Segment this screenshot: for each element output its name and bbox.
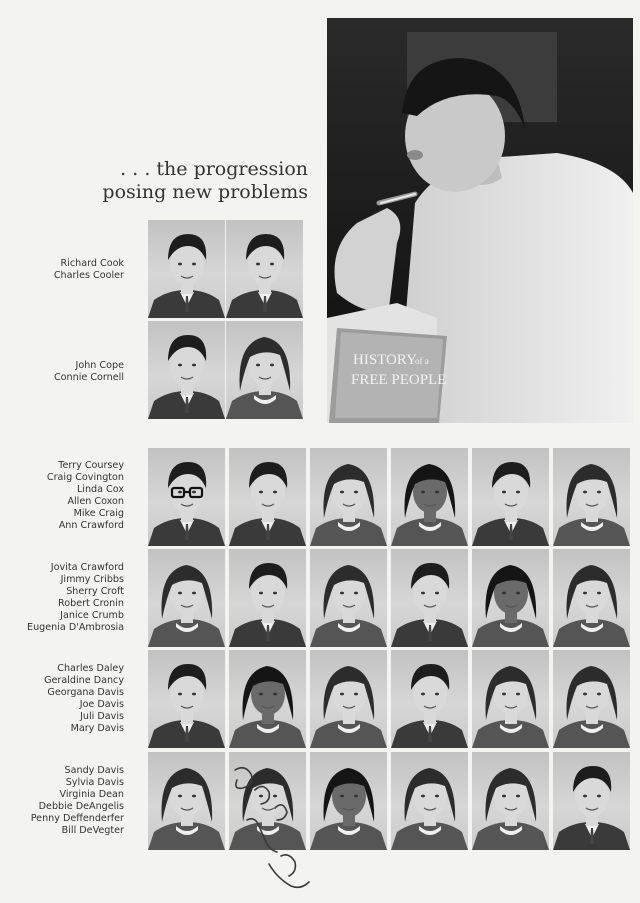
student-name: Eugenia D'Ambrosia: [27, 622, 124, 633]
feature-photo: [327, 18, 633, 423]
student-name: Charles Cooler: [53, 270, 124, 281]
name-group-5: [8, 663, 124, 735]
student-portrait: [229, 448, 306, 546]
student-portrait: [553, 448, 630, 546]
student-portrait: [310, 549, 387, 647]
student-portrait: [229, 549, 306, 647]
book-title-2: FREE PEOPLE: [351, 372, 447, 388]
student-portrait: [391, 650, 468, 748]
student-portrait: [148, 220, 225, 318]
student-name: Georgana Davis: [47, 687, 124, 698]
student-portrait: [472, 549, 549, 647]
student-portrait: [226, 220, 303, 318]
student-portrait: [148, 549, 225, 647]
student-portrait: [226, 321, 303, 419]
book-title-1: HISTORY: [353, 352, 417, 368]
student-portrait: [391, 448, 468, 546]
student-portrait: [310, 752, 387, 850]
student-name: Virginia Dean: [59, 789, 124, 800]
student-portrait: [472, 650, 549, 748]
student-portrait: [148, 448, 225, 546]
student-name: Joe Davis: [79, 699, 124, 710]
student-name: Jimmy Cribbs: [60, 574, 124, 585]
student-name: Debbie DeAngelis: [38, 801, 124, 812]
student-name: Sylvia Davis: [65, 777, 124, 788]
student-portrait: [310, 650, 387, 748]
student-name: Mike Craig: [73, 508, 124, 519]
student-portrait: [148, 650, 225, 748]
student-name: Mary Davis: [70, 723, 124, 734]
student-name: Ann Crawford: [58, 520, 124, 531]
student-name: Allen Coxon: [67, 496, 124, 507]
name-group-3: [8, 460, 124, 532]
student-portrait: [472, 752, 549, 850]
name-group-4: [8, 562, 124, 634]
student-name: Janice Crumb: [60, 610, 124, 621]
student-portrait: [553, 752, 630, 850]
book-title-1b: of a: [415, 356, 429, 366]
student-portrait: [229, 650, 306, 748]
headline-line-2: posing new problems: [102, 181, 308, 203]
student-portrait: [229, 752, 306, 850]
student-portrait: [391, 752, 468, 850]
student-name: Bill DeVegter: [61, 825, 124, 836]
student-portrait: [472, 448, 549, 546]
name-group-1: [8, 258, 124, 282]
name-group-6: [8, 765, 124, 837]
student-name: Charles Daley: [57, 663, 124, 674]
student-name: Richard Cook: [60, 258, 124, 269]
student-name: Sandy Davis: [64, 765, 124, 776]
student-name: John Cope: [75, 360, 124, 371]
headline: [60, 158, 308, 204]
student-name: Robert Cronin: [58, 598, 124, 609]
student-name: Jovita Crawford: [50, 562, 124, 573]
student-portrait: [148, 321, 225, 419]
student-name: Sherry Croft: [66, 586, 124, 597]
student-portrait: [148, 752, 225, 850]
student-name: Connie Cornell: [53, 372, 124, 383]
student-name: Terry Coursey: [58, 460, 124, 471]
student-portrait: [553, 549, 630, 647]
student-portrait: [310, 448, 387, 546]
student-name: Juli Davis: [80, 711, 124, 722]
headline-line-1: . . . the progression: [120, 158, 308, 180]
feature-photo-illustration: [327, 18, 633, 423]
name-group-2: [8, 360, 124, 384]
student-name: Craig Covington: [46, 472, 124, 483]
student-portrait: [391, 549, 468, 647]
student-name: Penny Deffenderfer: [30, 813, 124, 824]
student-name: Geraldine Dancy: [44, 675, 124, 686]
book-icon: [329, 328, 447, 423]
student-name: Linda Cox: [76, 484, 124, 495]
student-portrait: [553, 650, 630, 748]
